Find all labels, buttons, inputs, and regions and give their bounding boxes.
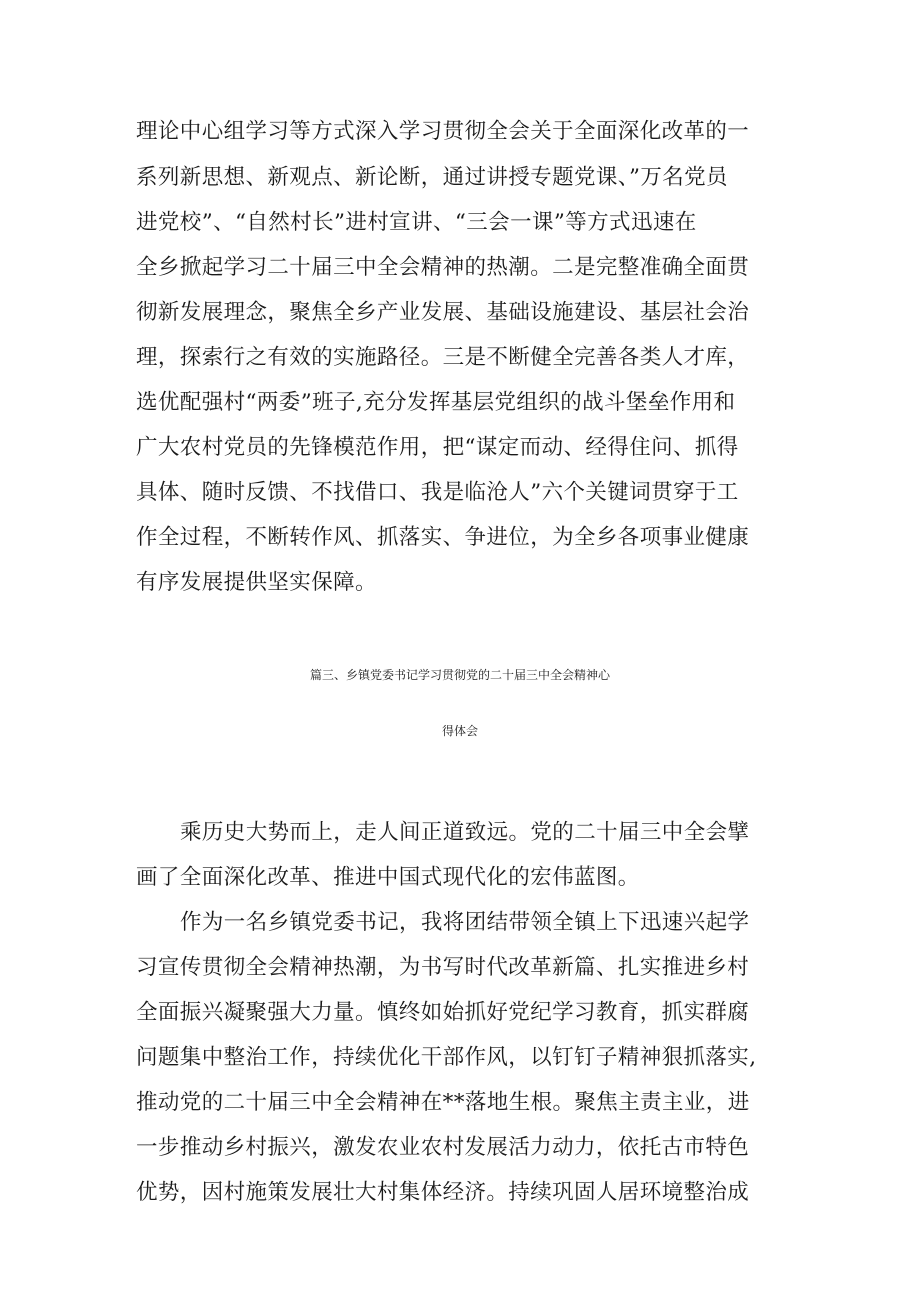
text-line: 乘历史大势而上，走人间正道致远。党的二十届三中全会擘 bbox=[180, 820, 750, 845]
heading-line: 篇三、乡镇党委书记学习贯彻党的二十届三中全会精神心 bbox=[309, 668, 610, 682]
text-line: 选优配强村“两委”班子,充分发挥基层党组织的战斗堡垒作用和 bbox=[136, 390, 736, 415]
text-line: 具体、随时反馈、不找借口、我是临沧人”六个关键词贯穿于工 bbox=[136, 480, 739, 505]
text-line: 进党校”、“自然村长”进村宣讲、“三会一课”等方式迅速在 bbox=[136, 210, 697, 235]
text-line: 作为一名乡镇党委书记，我将团结带领全镇上下迅速兴起学 bbox=[180, 910, 750, 935]
text-line: 理论中心组学习等方式深入学习贯彻全会关于全面深化改革的一 bbox=[136, 119, 750, 144]
text-line: 系列新思想、新观点、新论断，通过讲授专题党课、”万名党员 bbox=[136, 165, 728, 190]
text-line: 画了全面深化改革、推进中国式现代化的宏伟蓝图。 bbox=[136, 865, 640, 890]
text-line: 有序发展提供坚实保障。 bbox=[136, 570, 377, 595]
text-line: 推动党的二十届三中全会精神在**落地生根。聚焦主责主业，进 bbox=[136, 1090, 750, 1115]
text-line: 问题集中整治工作，持续优化干部作风，以钉钉子精神狠抓落实, bbox=[136, 1045, 757, 1070]
text-line: 作全过程，不断转作风、抓落实、争进位，为全乡各项事业健康 bbox=[136, 525, 750, 550]
text-line: 彻新发展理念，聚焦全乡产业发展、基础设施建设、基层社会治 bbox=[136, 300, 750, 325]
text-line: 习宣传贯彻全会精神热潮，为书写时代改革新篇、扎实推进乡村 bbox=[136, 955, 750, 980]
text-line: 理，探索行之有效的实施路径。三是不断健全完善各类人才库， bbox=[136, 345, 750, 370]
text-line: 全乡掀起学习二十届三中全会精神的热潮。二是完整准确全面贯 bbox=[136, 255, 750, 280]
text-line: 广大农村党员的先锋模范作用，把“谋定而动、经得住问、抓得 bbox=[136, 435, 739, 460]
text-line: 优势，因村施策发展壮大村集体经济。持续巩固人居环境整治成 bbox=[136, 1180, 750, 1205]
heading-line: 得体会 bbox=[441, 724, 478, 738]
text-line: 全面振兴凝聚强大力量。慎终如始抓好党纪学习教育，抓实群腐 bbox=[136, 1000, 750, 1025]
text-line: 一步推动乡村振兴，激发农业农村发展活力动力，依托古市特色 bbox=[136, 1135, 750, 1160]
